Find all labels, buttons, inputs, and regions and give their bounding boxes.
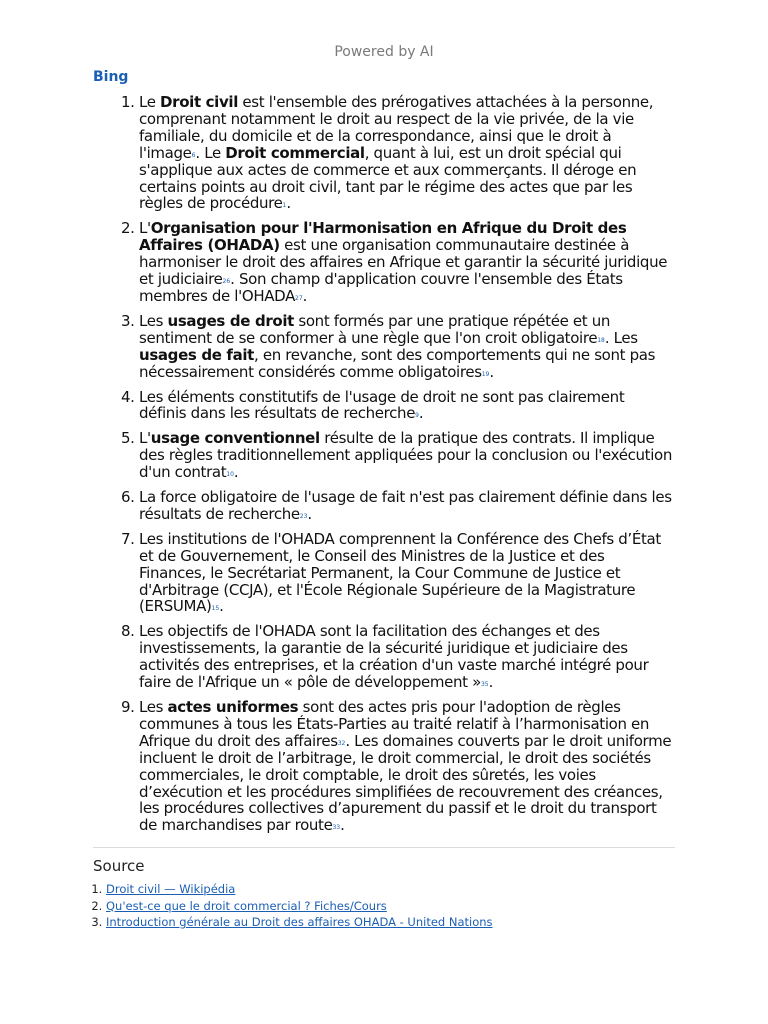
source-link-ohada-un[interactable]: Introduction générale au Droit des affaires OHADA - United Nations [106, 915, 493, 929]
answer-text: . [307, 504, 312, 523]
bold-term: usages de droit [167, 311, 294, 330]
source-item [106, 898, 493, 915]
answer-text: L' [139, 219, 151, 238]
answer-text: . Les domaines couverts par le droit uniforme incluent le droit de l’arbitrage, le droit commercial, le droit des sociétés commerciales, le droit comptable, le droit des sûretés, les voies d’exécution et les procédures simplifiées de recouvrement des créances, les procédures collectives d’apurement du passif et le droit du transport de marchandises par route [139, 731, 672, 835]
bold-term: usage conventionnel [150, 429, 320, 448]
answer-text: L' [139, 429, 151, 448]
citation-marker[interactable]: 33 [332, 824, 341, 832]
citation-marker[interactable]: 18 [597, 336, 605, 344]
answer-text: . [418, 404, 424, 423]
answer-text: . [233, 463, 239, 482]
citation-marker[interactable]: 19 [481, 370, 490, 378]
divider [93, 847, 675, 848]
source-item [106, 914, 493, 931]
answer-text: . Son champ d'application couvre l'ensemble des États membres de l'OHADA [139, 270, 623, 305]
bold-term: usages de fait [139, 345, 254, 364]
citation-marker[interactable]: 27 [295, 294, 303, 302]
bold-term: Organisation pour l'Harmonisation en Afrique du Droit des Affaires (OHADA) [139, 219, 627, 255]
answer-text: Les institutions de l'OHADA comprennent la Conférence des Chefs d’État et de Gouvernement, le Conseil des Ministres de la Justice et des Finances, le Secrétariat Permanent, la Cour Commune de Justice et d'Arbitrage (CCJA), et l'École Régionale Supérieure de la Magistrature (ERSUMA) [139, 529, 661, 616]
answer-text: La force obligatoire de l'usage de fait n'est pas clairement définie dans les résultats de recherche [139, 488, 672, 523]
answer-text: , en revanche, sont des comportements qui ne sont pas nécessairement considérés comme obligatoires [139, 345, 656, 381]
answer-text: Les [139, 698, 168, 716]
citation-marker[interactable]: 26 [222, 278, 231, 286]
citation-marker[interactable]: 23 [299, 512, 308, 520]
answer-item [139, 313, 675, 381]
answer-text: Les éléments constitutifs de l'usage de droit ne sont pas clairement définis dans les résultats de recherche [139, 387, 625, 423]
answer-text: , quant à lui, est un droit spécial qui s'applique aux actes de commerce et aux commerçants. Il déroge en certains points au droit civil, tant par le régime des actes que par les règles de procédure [139, 143, 637, 213]
answer-item [139, 623, 675, 691]
answer-text: Les objectifs de l'OHADA sont la facilitation des échanges et des investissements, la garantie de la sécurité juridique et judiciaire des activités des entreprises, et la création d'un vaste marché intégré pour faire de l'Afrique un « pôle de développement » [139, 622, 649, 692]
answer-text: . [489, 362, 494, 381]
answer-text: est l'ensemble des prérogatives attachées à la personne, comprenant notamment le droit au respect de la vie privée, de la vie familiale, du domicile et de la correspondance, ainsi que le droit à l'image [139, 93, 654, 162]
answer-item [139, 430, 675, 481]
answer-item [139, 531, 675, 616]
answer-item [139, 94, 675, 212]
answer-item [139, 389, 675, 423]
answer-text: . Les [604, 328, 638, 347]
answer-text: résulte de la pratique des contrats. Il implique des règles traditionnellement appliquées pour la conclusion ou l'exécution d'un contrat [139, 429, 672, 482]
source-heading: Source [93, 857, 145, 875]
answer-text: est une organisation communautaire destinée à harmoniser le droit des affaires en Afrique et garantir la sécurité juridique et judiciaire [139, 236, 668, 289]
answer-text: . Le [195, 143, 226, 162]
answer-text: . [340, 816, 345, 835]
answer-text: . [302, 286, 308, 305]
answer-item [139, 699, 675, 834]
source-link-droit-civil[interactable]: Droit civil — Wikipédia [106, 882, 236, 896]
answer-list [93, 94, 675, 842]
answer-text: Les [139, 311, 168, 330]
bold-term: actes uniformes [167, 698, 299, 716]
source-list [93, 881, 493, 931]
citation-marker[interactable]: 9 [415, 412, 419, 420]
answer-text: Le [139, 93, 161, 111]
citation-marker[interactable]: 6 [191, 151, 196, 159]
bold-term: Droit civil [160, 93, 238, 111]
answer-text: . [488, 673, 494, 692]
citation-marker[interactable]: 32 [337, 739, 346, 747]
bing-source-label: Bing [93, 69, 129, 85]
answer-text: . [219, 597, 224, 616]
citation-marker[interactable]: 15 [211, 605, 220, 613]
citation-marker[interactable]: 1 [282, 202, 287, 210]
answer-text: . [286, 194, 291, 213]
bold-term: Droit commercial [225, 143, 365, 162]
powered-by-label: Powered by AI [334, 44, 434, 60]
answer-item [139, 489, 675, 523]
answer-text: sont des actes pris pour l'adoption de règles communes à tous les États-Parties au traité relatif à l’harmonisation en Afrique du droit des affaires [139, 698, 650, 750]
citation-marker[interactable]: 10 [226, 471, 234, 479]
answer-text: sont formés par une pratique répétée et un sentiment de se conformer à une règle que l'on croit obligatoire [139, 311, 611, 347]
source-item [106, 881, 493, 898]
source-link-droit-commercial[interactable]: Qu'est-ce que le droit commercial ? Fiches/Cours [106, 898, 387, 913]
citation-marker[interactable]: 35 [480, 681, 489, 689]
answer-item [139, 220, 675, 305]
